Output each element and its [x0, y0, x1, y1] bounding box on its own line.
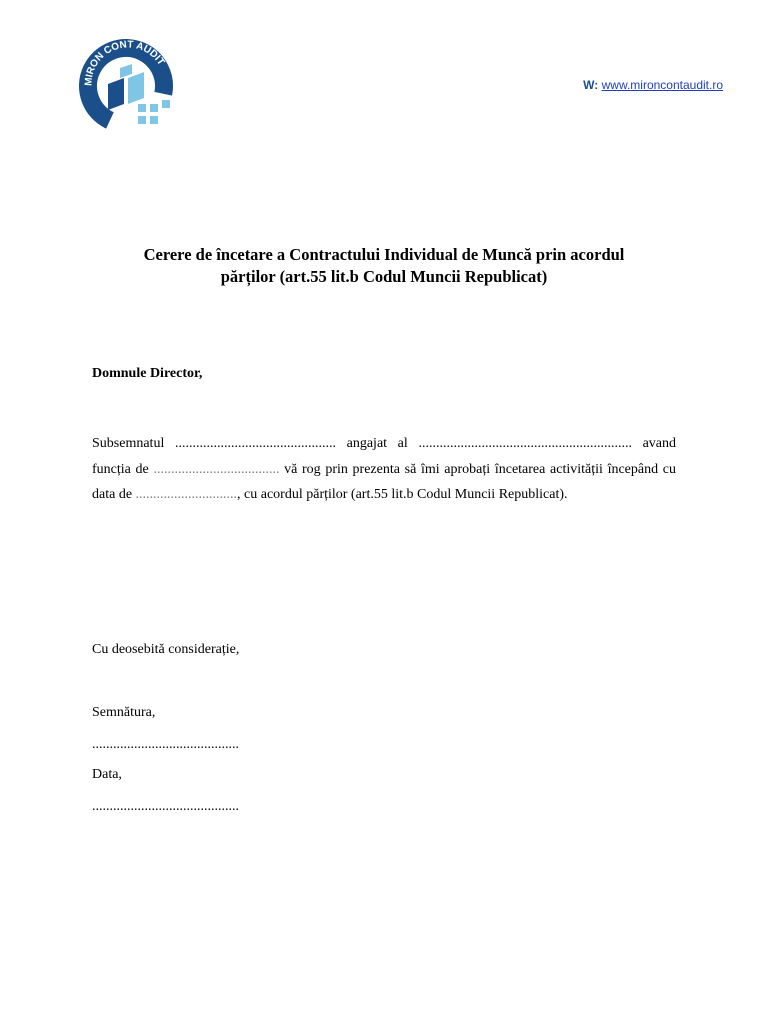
body-subsemnatul: Subsemnatul [92, 436, 165, 451]
body-angajat: angajat al [346, 436, 408, 451]
blank-name: .............................................. [174, 436, 336, 451]
body-functia: avand funcția de [92, 436, 677, 477]
date-blank: .......................................... [92, 799, 239, 814]
blank-function: .................................... [153, 461, 280, 477]
body-request: vă rog prin prezenta să îmi aprobați încetarea activității începând cu data de [92, 461, 676, 502]
blank-employer: ............................................................. [418, 436, 632, 451]
body-agreement: , cu acordul părților (art.55 lit.b Codul Muncii Republicat). [237, 487, 568, 502]
title-line-1: Cerere de încetare a Contractului Individual de Muncă prin acordul [143, 245, 625, 264]
website-link[interactable]: www.mironcontaudit.ro [601, 78, 723, 92]
website-prefix: W: [583, 78, 599, 92]
signature-blank: .......................................... [92, 737, 239, 752]
salutation: Domnule Director, [92, 366, 203, 381]
title-bold-part: părților [220, 267, 276, 286]
document-title [92, 244, 676, 288]
svg-text:MIRON CONT AUDIT: MIRON CONT AUDIT [83, 39, 167, 87]
title-line-2-rest: (art.55 lit.b Codul Muncii Republicat) [275, 267, 548, 286]
website-line [583, 78, 723, 92]
date-label: Data, [92, 767, 122, 782]
request-body [92, 431, 676, 508]
signature-label: Semnătura, [92, 705, 156, 720]
closing-line: Cu deosebită considerație, [92, 642, 240, 657]
blank-date: ............................. [135, 487, 238, 502]
miron-cont-audit-logo [78, 38, 178, 134]
